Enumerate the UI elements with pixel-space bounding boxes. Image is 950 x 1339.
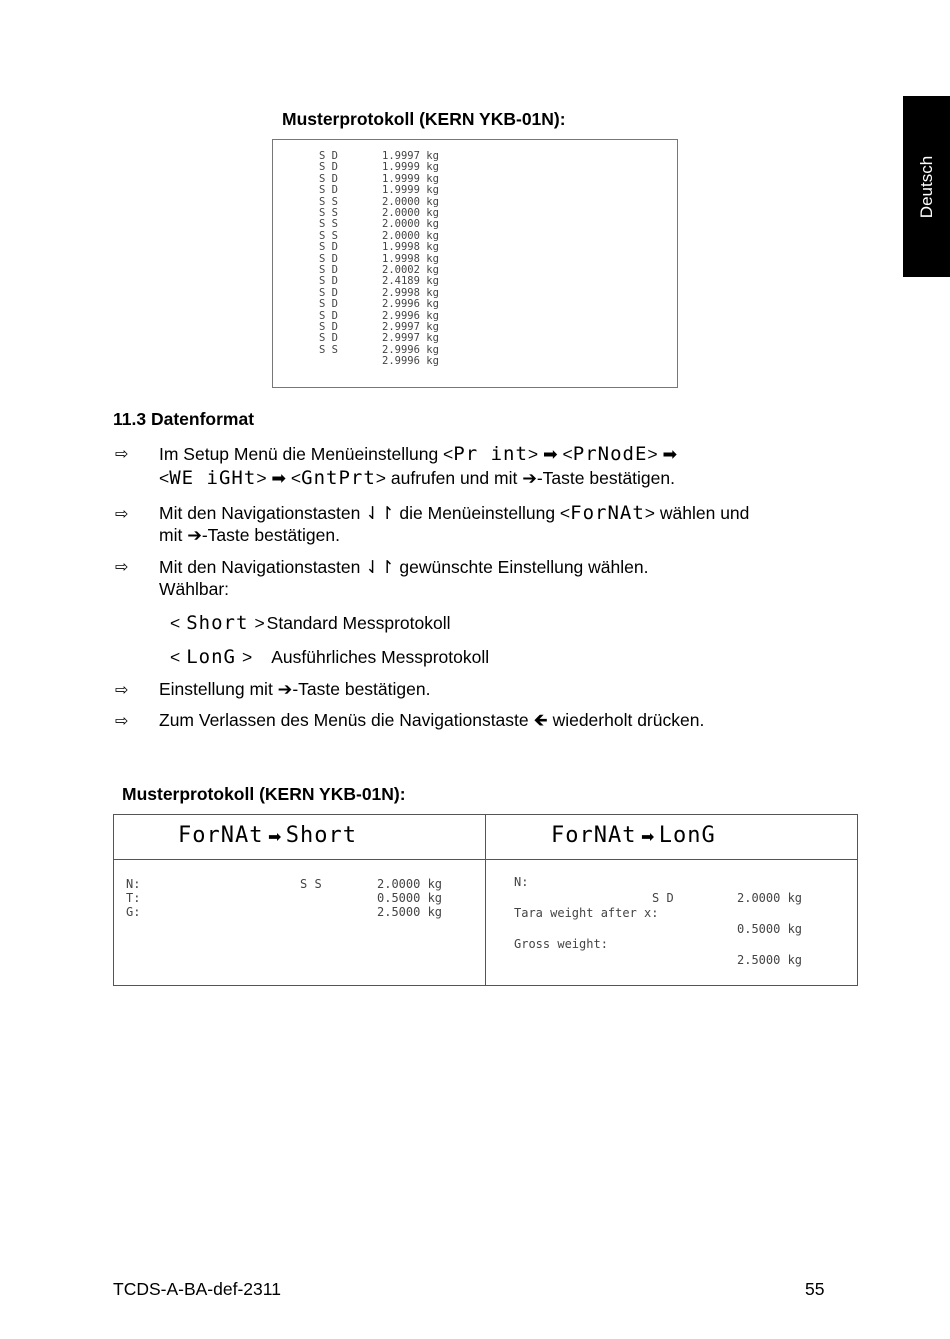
long-n-value: 2.0000 kg: [737, 891, 803, 905]
language-tab-label: Deutsch: [916, 155, 936, 218]
heading-sample-protocol-2: Musterprotokoll (KERN YKB-01N):: [122, 784, 406, 804]
printout-code: S S: [319, 207, 338, 219]
step-1-line-2: <WE iGHt> ➡ <GntPrt> aufrufen und mit ➔-Taste bestätigen.: [159, 467, 675, 489]
header-format-long: ForNAt ➡ LonG: [551, 823, 716, 848]
printout-value: 2.0002 kg: [382, 264, 439, 276]
printout-value: 1.9998 kg: [382, 252, 439, 265]
display-print: Pr int: [453, 443, 528, 465]
option-short: < Short > Standard Messprotokoll: [170, 612, 451, 634]
printout-code: S D: [319, 309, 338, 322]
bullet-arrow-icon: ⇨: [115, 506, 129, 523]
short-n-value: 2.0000 kg: [377, 877, 443, 891]
printout-code: S D: [319, 161, 338, 174]
short-t-value: 0.5000 kg: [377, 891, 443, 905]
step-4: Einstellung mit ➔-Taste bestätigen.: [159, 679, 431, 699]
step-1-line-1: Im Setup Menü die Menüeinstellung <Pr int> ➡ <PrNodE> ➡: [159, 443, 678, 465]
sample-printout: [272, 139, 678, 388]
printout-code: S D: [319, 252, 338, 265]
short-n-label: N:: [126, 877, 141, 891]
printout-value: 2.0000 kg: [382, 218, 439, 231]
step-2-line-2: mit ➔-Taste bestätigen.: [159, 525, 340, 545]
printout-code: S D: [319, 184, 338, 197]
short-t-label: T:: [126, 891, 141, 905]
display-prmode: PrNodE: [572, 443, 648, 465]
footer-document-id: TCDS-A-BA-def-2311: [113, 1279, 281, 1299]
display-format: ForNAt: [570, 502, 645, 524]
printout-value: 2.9996 kg: [382, 343, 439, 356]
printout-value: 1.9999 kg: [382, 172, 439, 185]
section-title: 11.3 Datenformat: [113, 409, 255, 429]
printout-value: 2.9997 kg: [382, 321, 439, 333]
printout-value: 1.9999 kg: [382, 184, 439, 197]
printout-value: 2.0000 kg: [382, 195, 439, 208]
printout-code: S S: [319, 195, 338, 208]
bullet-arrow-icon: ⇨: [115, 713, 129, 730]
short-n-code: S S: [300, 877, 322, 891]
printout-code: S D: [319, 241, 338, 254]
printout-code: S D: [319, 275, 338, 288]
format-comparison-table: [113, 814, 858, 986]
printout-value: 2.9996 kg: [382, 355, 439, 368]
printout-value: 1.9998 kg: [382, 241, 439, 254]
printout-value: 2.0000 kg: [382, 207, 439, 219]
step-5: Zum Verlassen des Menüs die Navigationstaste 🡸 wiederholt drücken.: [159, 710, 705, 730]
footer-page-number: 55: [805, 1279, 825, 1299]
display-long: LonG: [186, 646, 236, 668]
bullet-arrow-icon: ⇨: [115, 559, 129, 576]
printout-code: S D: [319, 150, 338, 162]
printout-code: S S: [319, 218, 338, 231]
printout-value: 2.9996 kg: [382, 309, 439, 322]
bullet-arrow-icon: ⇨: [115, 682, 129, 699]
option-long: < LonG > Ausführliches Messprotokoll: [170, 646, 490, 668]
printout-code: S D: [319, 264, 338, 276]
printout-code: S D: [319, 172, 338, 185]
printout-value: 2.9996 kg: [382, 298, 439, 311]
table-divider: [485, 815, 486, 985]
long-gross-value: 2.5000 kg: [737, 953, 803, 967]
printout-value: 2.0000 kg: [382, 229, 439, 242]
long-tara-value: 0.5000 kg: [737, 922, 803, 936]
printout-value: 2.9997 kg: [382, 332, 439, 345]
display-weight: WE iGHt: [169, 467, 257, 489]
long-tara-label: Tara weight after x:: [514, 906, 659, 920]
printout-code: S D: [319, 332, 338, 345]
step-2-line-1: Mit den Navigationstasten ⇃↾ die Menüeinstellung <ForNAt> wählen und: [159, 502, 750, 524]
display-cntprt: GntPrt: [301, 467, 376, 489]
short-g-value: 2.5000 kg: [377, 905, 443, 919]
printout-code: S S: [319, 229, 338, 242]
language-tab: [903, 96, 950, 277]
printout-code: S D: [319, 298, 338, 311]
step-3-line-2: Wählbar:: [159, 579, 230, 599]
display-short: Short: [186, 612, 249, 634]
bullet-arrow-icon: ⇨: [115, 446, 129, 463]
printout-value: 1.9999 kg: [382, 161, 439, 174]
printout-value: 2.9998 kg: [382, 286, 439, 299]
printout-value: 2.4189 kg: [382, 275, 439, 288]
step-3-line-1: Mit den Navigationstasten ⇃↾ gewünschte Einstellung wählen.: [159, 557, 649, 577]
short-g-label: G:: [126, 905, 141, 919]
printout-code: S D: [319, 321, 338, 333]
header-format-short: ForNAt ➡ Short: [178, 823, 358, 848]
printout-value: 1.9997 kg: [382, 150, 439, 162]
heading-sample-protocol: Musterprotokoll (KERN YKB-01N):: [282, 109, 566, 129]
long-n-code: S D: [652, 891, 674, 905]
printout-code: S D: [319, 286, 338, 299]
long-n-label: N:: [514, 875, 529, 889]
printout-code: S S: [319, 343, 338, 356]
table-divider: [114, 859, 857, 860]
long-gross-label: Gross weight:: [514, 937, 608, 951]
